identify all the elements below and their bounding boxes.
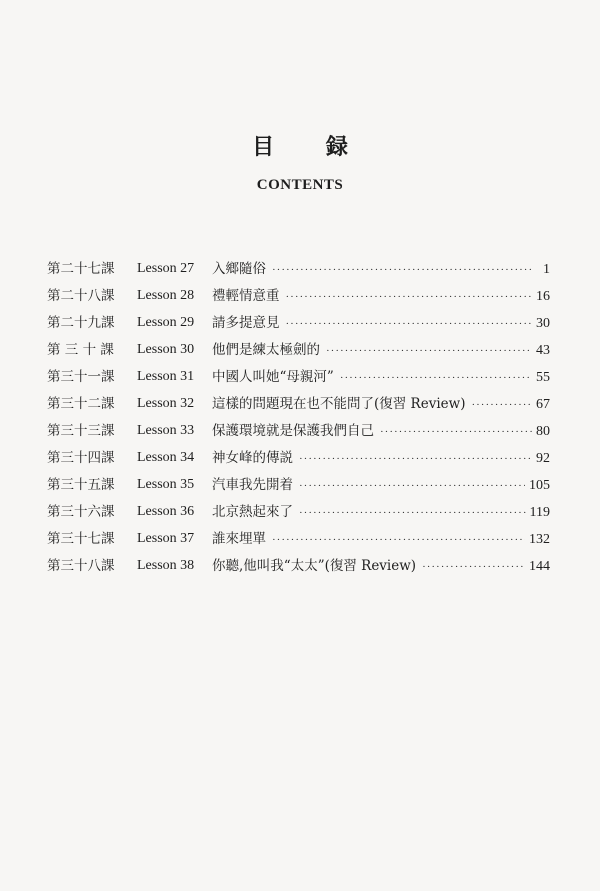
lesson-label: Lesson 31: [137, 369, 195, 384]
lesson-label: Lesson 27: [137, 261, 195, 276]
lesson-label: Lesson 28: [137, 288, 195, 303]
page-title-chinese: 目 録: [252, 134, 370, 160]
lesson-title: 神女峰的傳説: [212, 450, 293, 466]
dot-leader: [299, 502, 526, 524]
lesson-title: 你聽,他叫我“太太”(復習 Review): [212, 558, 417, 574]
dot-leader: [272, 529, 525, 551]
chapter-label: 第三十六課: [47, 504, 115, 520]
dot-leader: [272, 259, 532, 281]
chapter-label: 第二十七課: [47, 261, 115, 277]
toc-row[interactable]: [0, 312, 600, 334]
page-number: 132: [529, 532, 550, 547]
toc-row[interactable]: [0, 285, 600, 307]
dot-leader: [286, 313, 533, 335]
chapter-label: 第三十七課: [47, 531, 115, 547]
dot-leader: [299, 475, 525, 497]
chapter-label: 第三十五課: [47, 477, 115, 493]
lesson-title: 北京熱起來了: [212, 504, 293, 520]
lesson-title: 汽車我先開着: [212, 477, 293, 493]
lesson-label: Lesson 33: [137, 423, 195, 438]
chapter-label: 第三十四課: [47, 450, 115, 466]
lesson-label: Lesson 34: [137, 450, 195, 465]
toc-row[interactable]: [0, 258, 600, 280]
lesson-label: Lesson 29: [137, 315, 195, 330]
lesson-title: 誰來埋單: [212, 531, 266, 547]
lesson-label: Lesson 32: [137, 396, 195, 411]
toc-row[interactable]: [0, 366, 600, 388]
page-number: 80: [536, 424, 550, 439]
page-number: 1: [543, 262, 550, 277]
chapter-label: 第 三 十 課: [47, 342, 114, 358]
chapter-label: 第三十二課: [47, 396, 115, 412]
chapter-label: 第三十八課: [47, 558, 115, 574]
chapter-label: 第二十八課: [47, 288, 115, 304]
toc-row[interactable]: [0, 501, 600, 523]
lesson-label: Lesson 36: [137, 504, 195, 519]
lesson-label: Lesson 38: [137, 558, 195, 573]
lesson-title: 這樣的問題現在也不能問了(復習 Review): [212, 396, 466, 412]
lesson-title: 入鄉隨俗: [212, 261, 266, 277]
toc-row[interactable]: [0, 447, 600, 469]
page-number: 43: [536, 343, 550, 358]
toc-row[interactable]: [0, 393, 600, 415]
dot-leader: [340, 367, 532, 389]
page-number: 119: [529, 505, 550, 520]
page-number: 16: [536, 289, 550, 304]
lesson-title: 他們是練太極劍的: [212, 342, 320, 358]
lesson-title: 請多提意見: [212, 315, 280, 331]
toc-row[interactable]: [0, 339, 600, 361]
lesson-label: Lesson 35: [137, 477, 195, 492]
lesson-title: 中國人叫她“母親河”: [212, 369, 334, 385]
page-number: 55: [536, 370, 550, 385]
page-number: 144: [529, 559, 550, 574]
lesson-label: Lesson 30: [137, 342, 195, 357]
dot-leader: [286, 286, 533, 308]
dot-leader: [299, 448, 532, 470]
dot-leader: [380, 421, 532, 443]
dot-leader: [326, 340, 532, 362]
toc-row[interactable]: [0, 555, 600, 577]
chapter-label: 第三十三課: [47, 423, 115, 439]
page-number: 92: [536, 451, 550, 466]
dot-leader: [471, 394, 532, 416]
lesson-title: 禮輕情意重: [212, 288, 280, 304]
toc-row[interactable]: [0, 528, 600, 550]
lesson-label: Lesson 37: [137, 531, 195, 546]
toc-row[interactable]: [0, 420, 600, 442]
dot-leader: [422, 556, 525, 578]
page-title-english: CONTENTS: [256, 177, 344, 193]
toc-row[interactable]: [0, 474, 600, 496]
page-number: 105: [529, 478, 550, 493]
chapter-label: 第三十一課: [47, 369, 115, 385]
page-number: 30: [536, 316, 550, 331]
chapter-label: 第二十九課: [47, 315, 115, 331]
page-number: 67: [536, 397, 550, 412]
lesson-title: 保護環境就是保護我們自己: [212, 423, 374, 439]
